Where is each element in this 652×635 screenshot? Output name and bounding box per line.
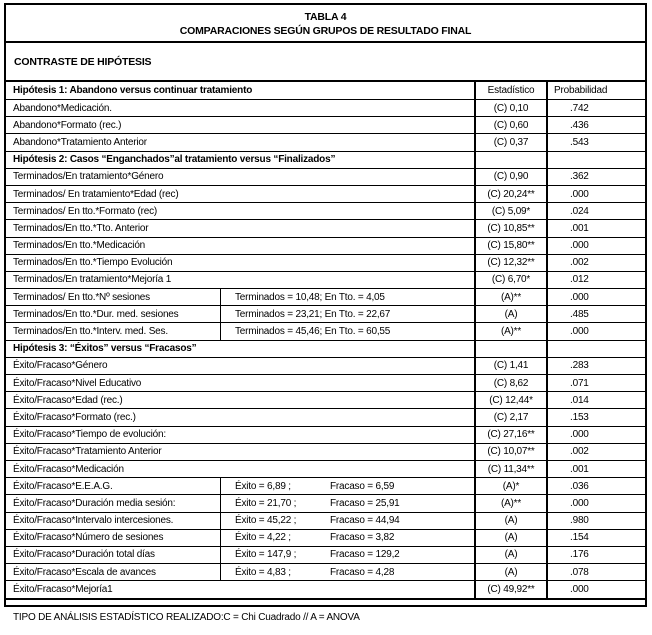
empty-cell xyxy=(546,341,645,357)
row-prob: .000 xyxy=(546,238,645,254)
row-means xyxy=(221,564,474,580)
row-means xyxy=(221,530,474,546)
table-row xyxy=(6,358,645,375)
hypothesis-2-header xyxy=(6,152,645,169)
row-label: Terminados/En tto.*Tto. Anterior xyxy=(13,222,149,234)
fracaso-mean: Fracaso = 25,91 xyxy=(330,497,400,509)
row-prob: .980 xyxy=(546,513,645,529)
row-label: Éxito/Fracaso*Duración total días xyxy=(6,547,221,563)
row-label: Terminados/En tto.*Tiempo Evolución xyxy=(13,257,173,269)
table-row xyxy=(6,134,645,151)
row-prob: .001 xyxy=(546,220,645,236)
hypothesis-3-header xyxy=(6,341,645,358)
row-stat: (A)** xyxy=(474,495,546,511)
row-prob: .742 xyxy=(546,100,645,116)
fracaso-mean: Fracaso = 3,82 xyxy=(330,532,395,544)
row-stat: (C) 0,10 xyxy=(474,100,546,116)
table-row xyxy=(6,478,645,495)
row-stat: (C) 2,17 xyxy=(474,409,546,425)
row-means: Terminados = 10,48; En Tto. = 4,05 xyxy=(235,291,385,303)
empty-cell xyxy=(474,152,546,168)
row-label: Terminados/En tto.*Medicación xyxy=(13,240,146,252)
row-label: Abandono*Formato (rec.) xyxy=(13,119,122,131)
row-prob: .543 xyxy=(546,134,645,150)
column-header-probability: Probabilidad xyxy=(546,82,645,99)
exito-mean: Éxito = 147,9 ; xyxy=(235,549,297,561)
row-means: Terminados = 45,46; En Tto. = 60,55 xyxy=(235,326,391,338)
row-means: Terminados = 23,21; En Tto. = 22,67 xyxy=(235,308,391,320)
row-label: Terminados/ En tratamiento*Edad (rec) xyxy=(13,188,179,200)
empty-cell xyxy=(474,341,546,357)
table-row xyxy=(6,444,645,461)
table-row xyxy=(6,495,645,512)
row-prob: .000 xyxy=(546,427,645,443)
row-stat: (C) 49,92** xyxy=(474,581,546,598)
table-row xyxy=(6,220,645,237)
results-table xyxy=(4,3,647,624)
table-row xyxy=(6,289,645,306)
row-prob: .000 xyxy=(546,289,645,305)
fracaso-mean: Fracaso = 44,94 xyxy=(330,515,400,527)
fracaso-mean: Fracaso = 6,59 xyxy=(330,480,395,492)
row-label: Éxito/Fracaso*Tratamiento Anterior xyxy=(13,446,162,458)
table-number: TABLA 4 xyxy=(304,11,347,23)
table-row xyxy=(6,513,645,530)
table-row xyxy=(6,581,645,600)
table-row xyxy=(6,100,645,117)
row-prob: .176 xyxy=(546,547,645,563)
row-prob: .283 xyxy=(546,358,645,374)
exito-mean: Éxito = 4,83 ; xyxy=(235,566,291,578)
row-prob: .154 xyxy=(546,530,645,546)
hypothesis-1-header xyxy=(6,82,645,100)
row-label: Éxito/Fracaso*Intervalo intercesiones. xyxy=(6,513,221,529)
table-footnote: TIPO DE ANÁLISIS ESTADÍSTICO REALIZADO:C = Chi Cuadrado // A = ANOVA xyxy=(13,612,360,624)
row-prob: .000 xyxy=(546,186,645,202)
table-row xyxy=(6,203,645,220)
row-prob: .153 xyxy=(546,409,645,425)
fracaso-mean: Fracaso = 4,28 xyxy=(330,566,395,578)
row-stat: (C) 12,32** xyxy=(474,255,546,271)
exito-mean: Éxito = 4,22 ; xyxy=(235,532,291,544)
row-stat: (A)** xyxy=(474,289,546,305)
row-stat: (C) 8,62 xyxy=(474,375,546,391)
table-title xyxy=(6,5,645,43)
row-prob: .000 xyxy=(546,581,645,598)
row-stat: (C) 0,37 xyxy=(474,134,546,150)
table-row xyxy=(6,238,645,255)
row-prob: .362 xyxy=(546,169,645,185)
hypothesis-title: Hipótesis 1: Abandono versus continuar tratamiento xyxy=(13,85,253,96)
row-stat: (C) 10,85** xyxy=(474,220,546,236)
row-label: Éxito/Fracaso*Formato (rec.) xyxy=(13,411,136,423)
row-means xyxy=(221,547,474,563)
table-row xyxy=(6,186,645,203)
table-row xyxy=(6,409,645,426)
exito-mean: Éxito = 6,89 ; xyxy=(235,480,291,492)
table-row xyxy=(6,530,645,547)
row-stat: (A)** xyxy=(474,323,546,339)
row-means xyxy=(221,495,474,511)
table-row xyxy=(6,117,645,134)
row-prob: .000 xyxy=(546,495,645,511)
row-label: Éxito/Fracaso*E.E.A.G. xyxy=(6,478,221,494)
row-means xyxy=(221,478,474,494)
row-label: Éxito/Fracaso*Medicación xyxy=(13,463,124,475)
row-label: Terminados/En tratamiento*Mejoría 1 xyxy=(13,274,172,286)
row-means xyxy=(221,513,474,529)
row-label: Éxito/Fracaso*Edad (rec.) xyxy=(13,394,123,406)
row-label: Éxito/Fracaso*Mejoría1 xyxy=(13,584,113,596)
table-row xyxy=(6,255,645,272)
row-stat: (C) 27,16** xyxy=(474,427,546,443)
row-stat: (C) 12,44* xyxy=(474,392,546,408)
exito-mean: Éxito = 45,22 ; xyxy=(235,515,297,527)
row-stat: (A)* xyxy=(474,478,546,494)
table-row xyxy=(6,392,645,409)
column-header-statistic: Estadístico xyxy=(474,82,546,99)
row-label: Éxito/Fracaso*Género xyxy=(13,360,108,372)
hypothesis-title: Hipótesis 2: Casos “Enganchados”al tratamiento versus “Finalizados” xyxy=(13,154,336,166)
table-row xyxy=(6,547,645,564)
row-stat: (C) 0,90 xyxy=(474,169,546,185)
table-row xyxy=(6,564,645,581)
row-stat: (C) 0,60 xyxy=(474,117,546,133)
row-label: Terminados/En tto.*Interv. med. Ses. xyxy=(6,323,221,339)
row-prob: .024 xyxy=(546,203,645,219)
row-label: Terminados/ En tto.*Formato (rec) xyxy=(13,205,158,217)
table-row xyxy=(6,461,645,478)
row-stat: (C) 20,24** xyxy=(474,186,546,202)
table-row xyxy=(6,375,645,392)
row-prob: .002 xyxy=(546,444,645,460)
row-stat: (C) 6,70* xyxy=(474,272,546,288)
row-stat: (C) 5,09* xyxy=(474,203,546,219)
row-label: Terminados/En tto.*Dur. med. sesiones xyxy=(6,306,221,322)
row-prob: .078 xyxy=(546,564,645,580)
row-stat: (C) 10,07** xyxy=(474,444,546,460)
row-stat: (C) 1,41 xyxy=(474,358,546,374)
row-label: Éxito/Fracaso*Número de sesiones xyxy=(6,530,221,546)
row-prob: .001 xyxy=(546,461,645,477)
exito-mean: Éxito = 21,70 ; xyxy=(235,497,297,509)
row-stat: (A) xyxy=(474,530,546,546)
table-row xyxy=(6,272,645,289)
row-prob: .014 xyxy=(546,392,645,408)
row-label: Terminados/ En tto.*Nº sesiones xyxy=(6,289,221,305)
row-label: Éxito/Fracaso*Duración media sesión: xyxy=(6,495,221,511)
row-stat: (A) xyxy=(474,564,546,580)
row-stat: (A) xyxy=(474,306,546,322)
row-label: Abandono*Tratamiento Anterior xyxy=(13,136,147,148)
row-label: Éxito/Fracaso*Nivel Educativo xyxy=(13,377,142,389)
table-row xyxy=(6,323,645,340)
fracaso-mean: Fracaso = 129,2 xyxy=(330,549,400,561)
row-stat: (A) xyxy=(474,547,546,563)
table-row xyxy=(6,427,645,444)
empty-cell xyxy=(546,152,645,168)
row-stat: (A) xyxy=(474,513,546,529)
row-prob: .485 xyxy=(546,306,645,322)
row-prob: .000 xyxy=(546,323,645,339)
row-label: Terminados/En tratamiento*Género xyxy=(13,171,164,183)
table-row xyxy=(6,306,645,323)
row-prob: .036 xyxy=(546,478,645,494)
row-label: Éxito/Fracaso*Escala de avances xyxy=(6,564,221,580)
hypothesis-title: Hipótesis 3: “Éxitos” versus “Fracasos” xyxy=(13,343,197,355)
row-label: Abandono*Medicación. xyxy=(13,102,112,114)
row-label: Éxito/Fracaso*Tiempo de evolución: xyxy=(13,429,166,441)
row-prob: .012 xyxy=(546,272,645,288)
row-prob: .071 xyxy=(546,375,645,391)
row-stat: (C) 15,80** xyxy=(474,238,546,254)
table-row xyxy=(6,169,645,186)
section-title: CONTRASTE DE HIPÓTESIS xyxy=(6,43,645,82)
table-caption: COMPARACIONES SEGÚN GRUPOS DE RESULTADO FINAL xyxy=(179,25,472,37)
row-prob: .436 xyxy=(546,117,645,133)
row-stat: (C) 11,34** xyxy=(474,461,546,477)
row-prob: .002 xyxy=(546,255,645,271)
